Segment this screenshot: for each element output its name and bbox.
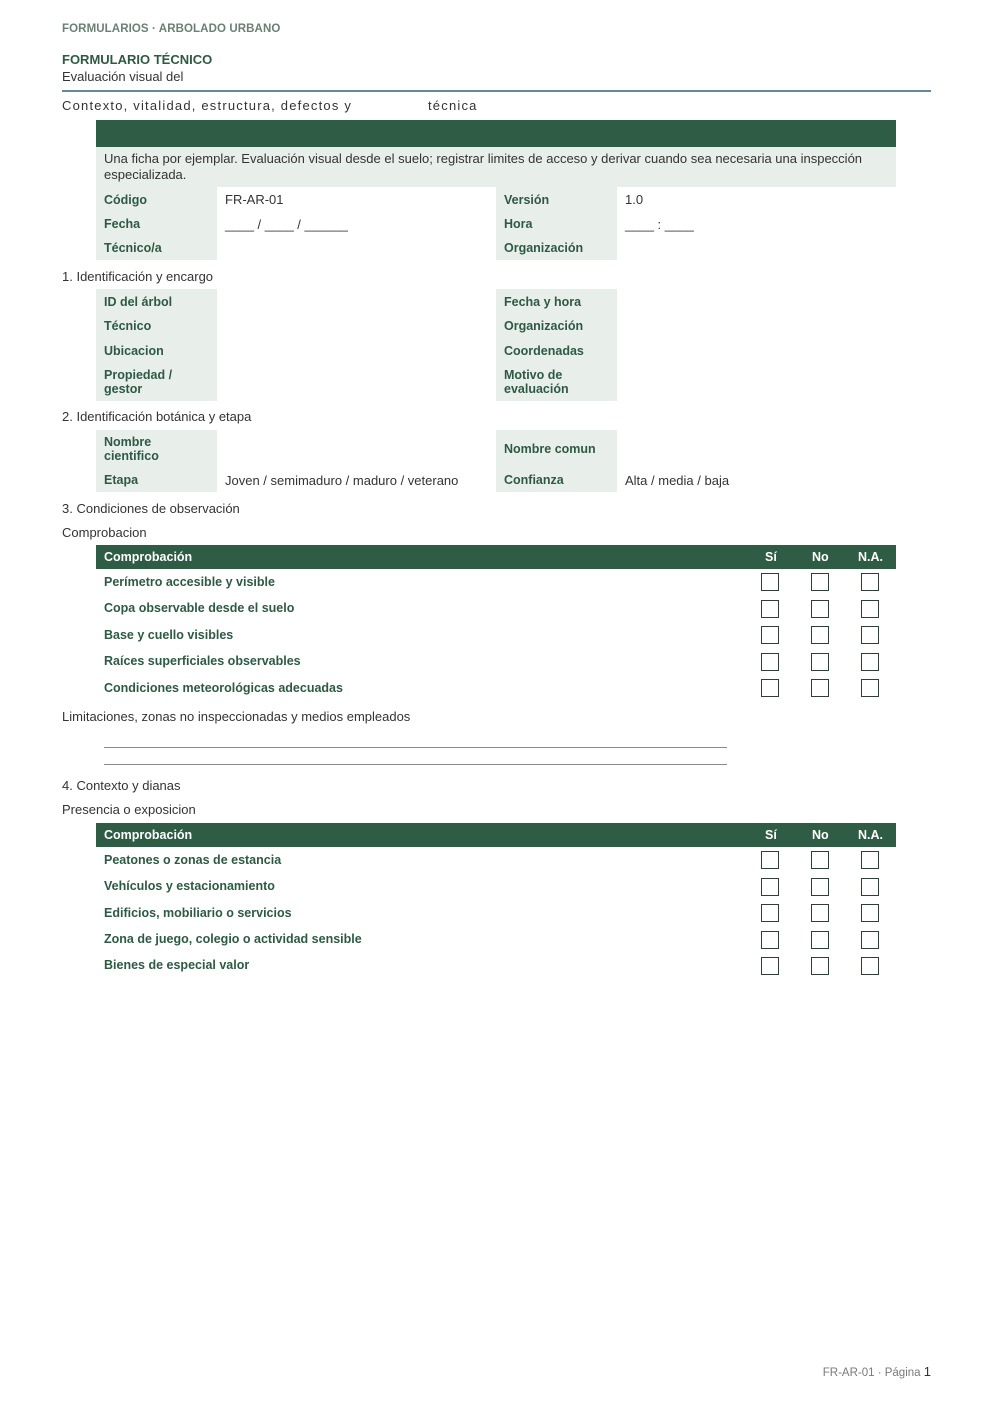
section-2-title: 2. Identificación botánica y etapa — [62, 409, 252, 424]
checkbox-no[interactable] — [811, 851, 829, 869]
checkbox-no[interactable] — [811, 600, 829, 618]
intro-text: Una ficha por ejemplar. Evaluación visual desde el suelo; registrar limites de acceso y derivar cuando sea necesaria una inspección especializada. — [96, 147, 896, 187]
section-3-title: 3. Condiciones de observación — [62, 501, 240, 516]
section-4-subtitle: Presencia o exposicion — [62, 802, 196, 817]
write-line[interactable] — [104, 747, 727, 748]
checkbox-na[interactable] — [861, 931, 879, 949]
checkbox-si[interactable] — [761, 851, 779, 869]
checkbox-si[interactable] — [761, 904, 779, 922]
field-label: Propiedad / gestor — [96, 363, 217, 401]
nombre-cientifico-label: Nombre cientifico — [96, 430, 217, 468]
fecha-field[interactable]: ____ / ____ / ______ — [225, 216, 348, 232]
title-band — [96, 120, 896, 147]
field-label: Motivo de evaluación — [496, 363, 617, 401]
checkbox-na[interactable] — [861, 851, 879, 869]
checklist-row-label: Condiciones meteorológicas adecuadas — [104, 681, 343, 695]
fecha-label: Fecha — [96, 212, 217, 236]
checklist-row-label: Vehículos y estacionamiento — [104, 879, 275, 893]
checklist-row-label: Base y cuello visibles — [104, 628, 234, 642]
checkbox-no[interactable] — [811, 653, 829, 671]
checklist-row-label: Copa observable desde el suelo — [104, 601, 295, 615]
section-3-subtitle: Comprobacion — [62, 525, 147, 540]
codigo-label: Código — [96, 187, 217, 212]
organizacion-label: Organización — [496, 236, 617, 260]
checklist-header — [96, 823, 896, 847]
version-value: 1.0 — [625, 192, 644, 207]
checkbox-si[interactable] — [761, 679, 779, 697]
checkbox-no[interactable] — [811, 957, 829, 975]
etapa-label: Etapa — [96, 468, 217, 492]
col-na: N.A. — [858, 550, 883, 564]
checkbox-na[interactable] — [861, 878, 879, 896]
section-4-title: 4. Contexto y dianas — [62, 778, 181, 793]
checkbox-na[interactable] — [861, 600, 879, 618]
write-line[interactable] — [104, 764, 727, 765]
confianza-label: Confianza — [496, 468, 617, 492]
checkbox-no[interactable] — [811, 878, 829, 896]
etapa-options[interactable]: Joven / semimaduro / maduro / veterano — [225, 472, 459, 488]
context-line-right: técnica — [428, 98, 478, 113]
checkbox-no[interactable] — [811, 931, 829, 949]
field-label: Ubicacion — [96, 338, 217, 363]
checkbox-na[interactable] — [861, 957, 879, 975]
checkbox-na[interactable] — [861, 679, 879, 697]
header-kicker: FORMULARIOS · ARBOLADO URBANO — [62, 23, 281, 35]
version-label: Versión — [496, 187, 617, 212]
page-number: 1 — [923, 1364, 931, 1379]
header-rule — [62, 90, 931, 92]
checkbox-si[interactable] — [761, 626, 779, 644]
form-subtitle: Evaluación visual del — [62, 69, 184, 84]
col-comprobacion: Comprobación — [104, 550, 193, 564]
tecnico-label: Técnico/a — [96, 236, 217, 260]
col-si: Sí — [765, 550, 777, 564]
context-line-left: Contexto, vitalidad, estructura, defectos y — [62, 98, 353, 113]
checkbox-na[interactable] — [861, 904, 879, 922]
form-title: FORMULARIO TÉCNICO — [62, 52, 213, 67]
checkbox-si[interactable] — [761, 957, 779, 975]
col-na: N.A. — [858, 828, 883, 842]
checkbox-si[interactable] — [761, 600, 779, 618]
checklist-row-label: Zona de juego, colegio o actividad sensible — [104, 932, 362, 946]
checkbox-si[interactable] — [761, 573, 779, 591]
checklist-row-label: Edificios, mobiliario o servicios — [104, 906, 292, 920]
checkbox-no[interactable] — [811, 679, 829, 697]
nombre-comun-label: Nombre comun — [496, 430, 617, 468]
hora-label: Hora — [496, 212, 617, 236]
limitations-label: Limitaciones, zonas no inspeccionadas y medios empleados — [62, 709, 411, 724]
field-label: ID del árbol — [96, 289, 217, 314]
checkbox-na[interactable] — [861, 573, 879, 591]
confianza-options[interactable]: Alta / media / baja — [625, 472, 730, 488]
checkbox-no[interactable] — [811, 904, 829, 922]
hora-field[interactable]: ____ : ____ — [625, 216, 694, 232]
checkbox-no[interactable] — [811, 626, 829, 644]
field-label: Técnico — [96, 314, 217, 338]
checkbox-si[interactable] — [761, 653, 779, 671]
checkbox-si[interactable] — [761, 931, 779, 949]
checklist-row-label: Bienes de especial valor — [104, 958, 250, 972]
field-label: Fecha y hora — [496, 289, 617, 314]
field-label: Organización — [496, 314, 617, 338]
col-si: Sí — [765, 828, 777, 842]
col-comprobacion: Comprobación — [104, 828, 193, 842]
checkbox-na[interactable] — [861, 626, 879, 644]
checkbox-no[interactable] — [811, 573, 829, 591]
codigo-value: FR-AR-01 — [225, 192, 284, 207]
section-1-title: 1. Identificación y encargo — [62, 269, 214, 284]
col-no: No — [812, 828, 829, 842]
checklist-row-label: Peatones o zonas de estancia — [104, 853, 282, 867]
checkbox-si[interactable] — [761, 878, 779, 896]
checklist-header — [96, 545, 896, 569]
checklist-row-label: Perímetro accesible y visible — [104, 575, 275, 589]
field-label: Coordenadas — [496, 338, 617, 363]
checkbox-na[interactable] — [861, 653, 879, 671]
checklist-row-label: Raíces superficiales observables — [104, 654, 301, 668]
page-footer — [823, 1364, 931, 1379]
col-no: No — [812, 550, 829, 564]
footer-text: FR-AR-01 · Página — [822, 1367, 921, 1379]
